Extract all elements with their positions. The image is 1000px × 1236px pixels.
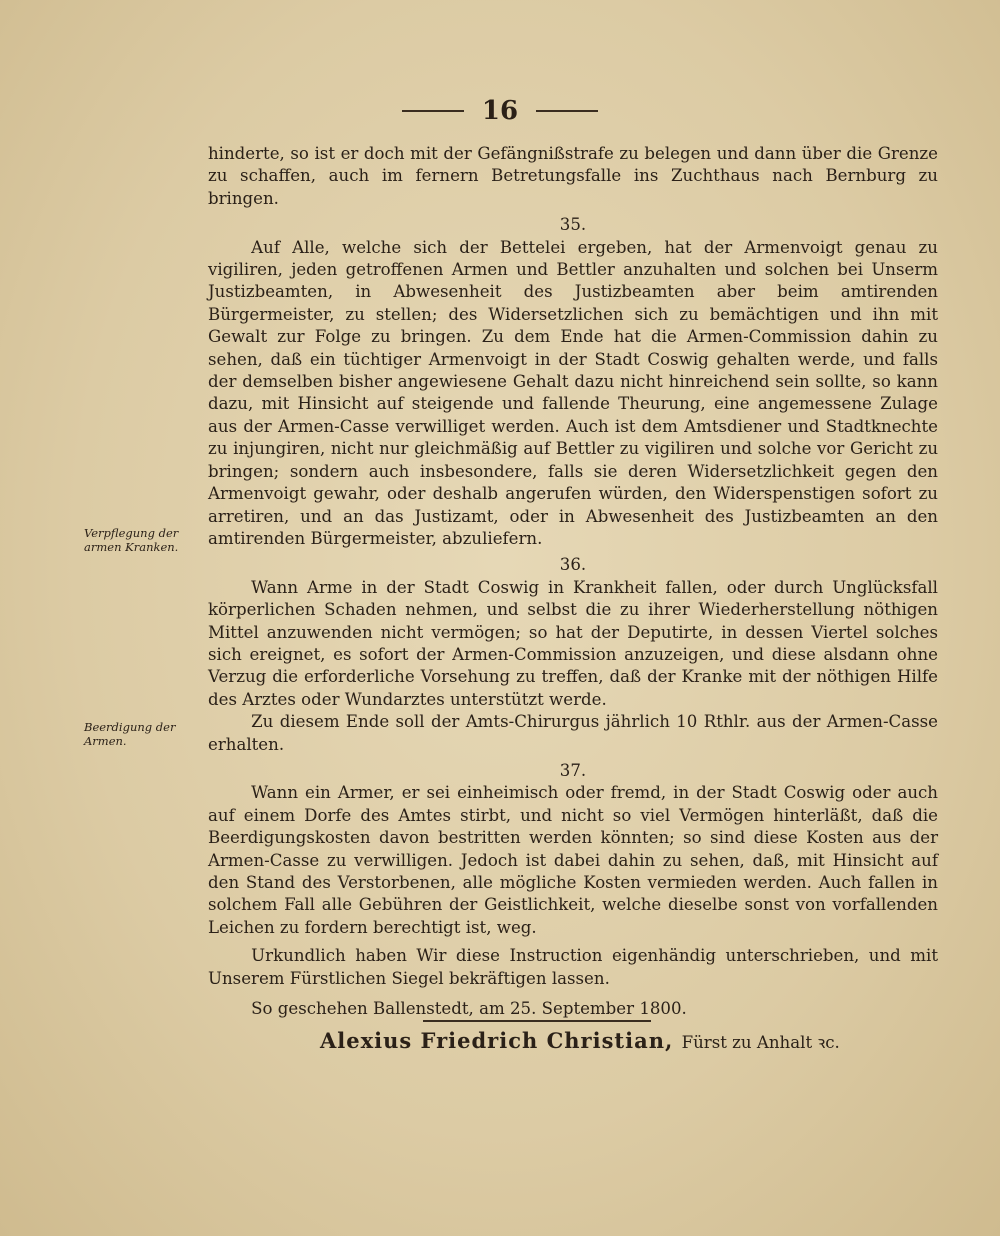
signature-title: Fürst zu Anhalt ꝛc. [681,1033,840,1053]
section-35-heading: 35. [559,215,587,235]
section-37-heading: 37. [559,760,587,780]
paragraph-continued: hinderte, so ist er doch mit der Gefängnißstrafe zu belegen und dann über die Grenze zu schaffen, auch im fernern Betretungsfalle ins Zuchthaus nach Bernburg zu bringen. [208,144,938,208]
body-text [208,143,938,1058]
paragraph-date: So geschehen Ballenstedt, am 25. September 1800. [251,999,687,1019]
header-rule-left [402,110,464,112]
section-36-heading: 36. [559,555,587,575]
signature-name: Alexius Friedrich Christian, [320,1028,674,1054]
paragraph-37: Wann ein Armer, er sei einheimisch oder fremd, in der Stadt Coswig oder auch auf einem Dorfe des Amtes stirbt, und nicht so viel Vermögen hinterläßt, daß die Beerdigungskosten davon bestritten werden könnten; so sind diese Kosten aus der Armen-Casse zu verwilligen. Jedoch ist dabei dahin zu sehen, daß, mit Hinsicht auf den Stand des Verstorbenen, alle mögliche Kosten vermieden werden. Auch fallen in solchem Fall alle Gebühren der Geistlichkeit, welche dieselbe sonst von vorfallenden Leichen zu fordern berechtigt ist, weg. [208,783,938,937]
page-header [0,96,1000,126]
paragraph-36a: Wann Arme in der Stadt Coswig in Krankheit fallen, oder durch Unglücksfall körperlichen Schaden nehmen, und selbst die zu ihrer Wiederherstellung nöthigen Mittel anzuwenden nicht vermögen; so hat der Deputirte, in dessen Viertel solches sich ereignet, es sofort der Armen-Commission anzuzeigen, und diese alsdann ohne Verzug die erforderliche Vorsehung zu treffen, daß der Kranke mit der nöthigen Hilfe des Arztes oder Wundarztes unterstützt werde. [208,577,938,709]
end-rule [423,1020,651,1022]
signature [320,1026,938,1058]
paragraph-closing: Urkundlich haben Wir diese Instruction eigenhändig unterschrieben, und mit Unserem Fürstlichen Siegel bekräftigen lassen. [208,946,938,988]
margin-note-37: Beerdigung der Armen. [84,720,176,748]
paragraph-35: Auf Alle, welche sich der Bettelei ergeben, hat der Armenvoigt genau zu vigiliren, jeden getroffenen Armen und Bettler anzuhalten und solchen bei Unserm Justizbeamten, in Abwesenheit des Justizbeamten aber beim amtirenden Bürgermeister, zu stellen; des Widersetzlichen sich zu bemächtigen und ihn mit Gewalt zur Folge zu bringen. Zu dem Ende hat die Armen-Commission dahin zu sehen, daß ein tüchtiger Armenvoigt in der Stadt Coswig gehalten werde, und falls der demselben bisher angewiesene Gehalt dazu nicht hinreichend sein sollte, so kann dazu, mit Hinsicht auf steigende und fallende Theurung, eine angemessene Zulage aus der Armen-Casse verwilliget werden. Auch ist dem Amtsdiener und Stadtknechte zu injungiren, nicht nur gleichmäßig auf Bettler zu vigiliren und solche vor Gericht zu bringen; sondern auch insbesondere, falls sie deren Widersetzlichkeit gegen den Armenvoigt gewahr, oder deshalb angerufen würden, den Widerspenstigen sofort zu arretiren, und an das Justizamt, oder in Abwesenheit des Justizbeamten an den amtirenden Bürgermeister, abzuliefern. [208,237,938,548]
margin-note-36: Verpflegung der armen Kranken. [84,526,179,554]
page-number: 16 [481,96,519,126]
header-rule-right [536,110,598,112]
paragraph-36b: Zu diesem Ende soll der Amts-Chirurgus jährlich 10 Rthlr. aus der Armen-Casse erhalten. [208,712,938,754]
